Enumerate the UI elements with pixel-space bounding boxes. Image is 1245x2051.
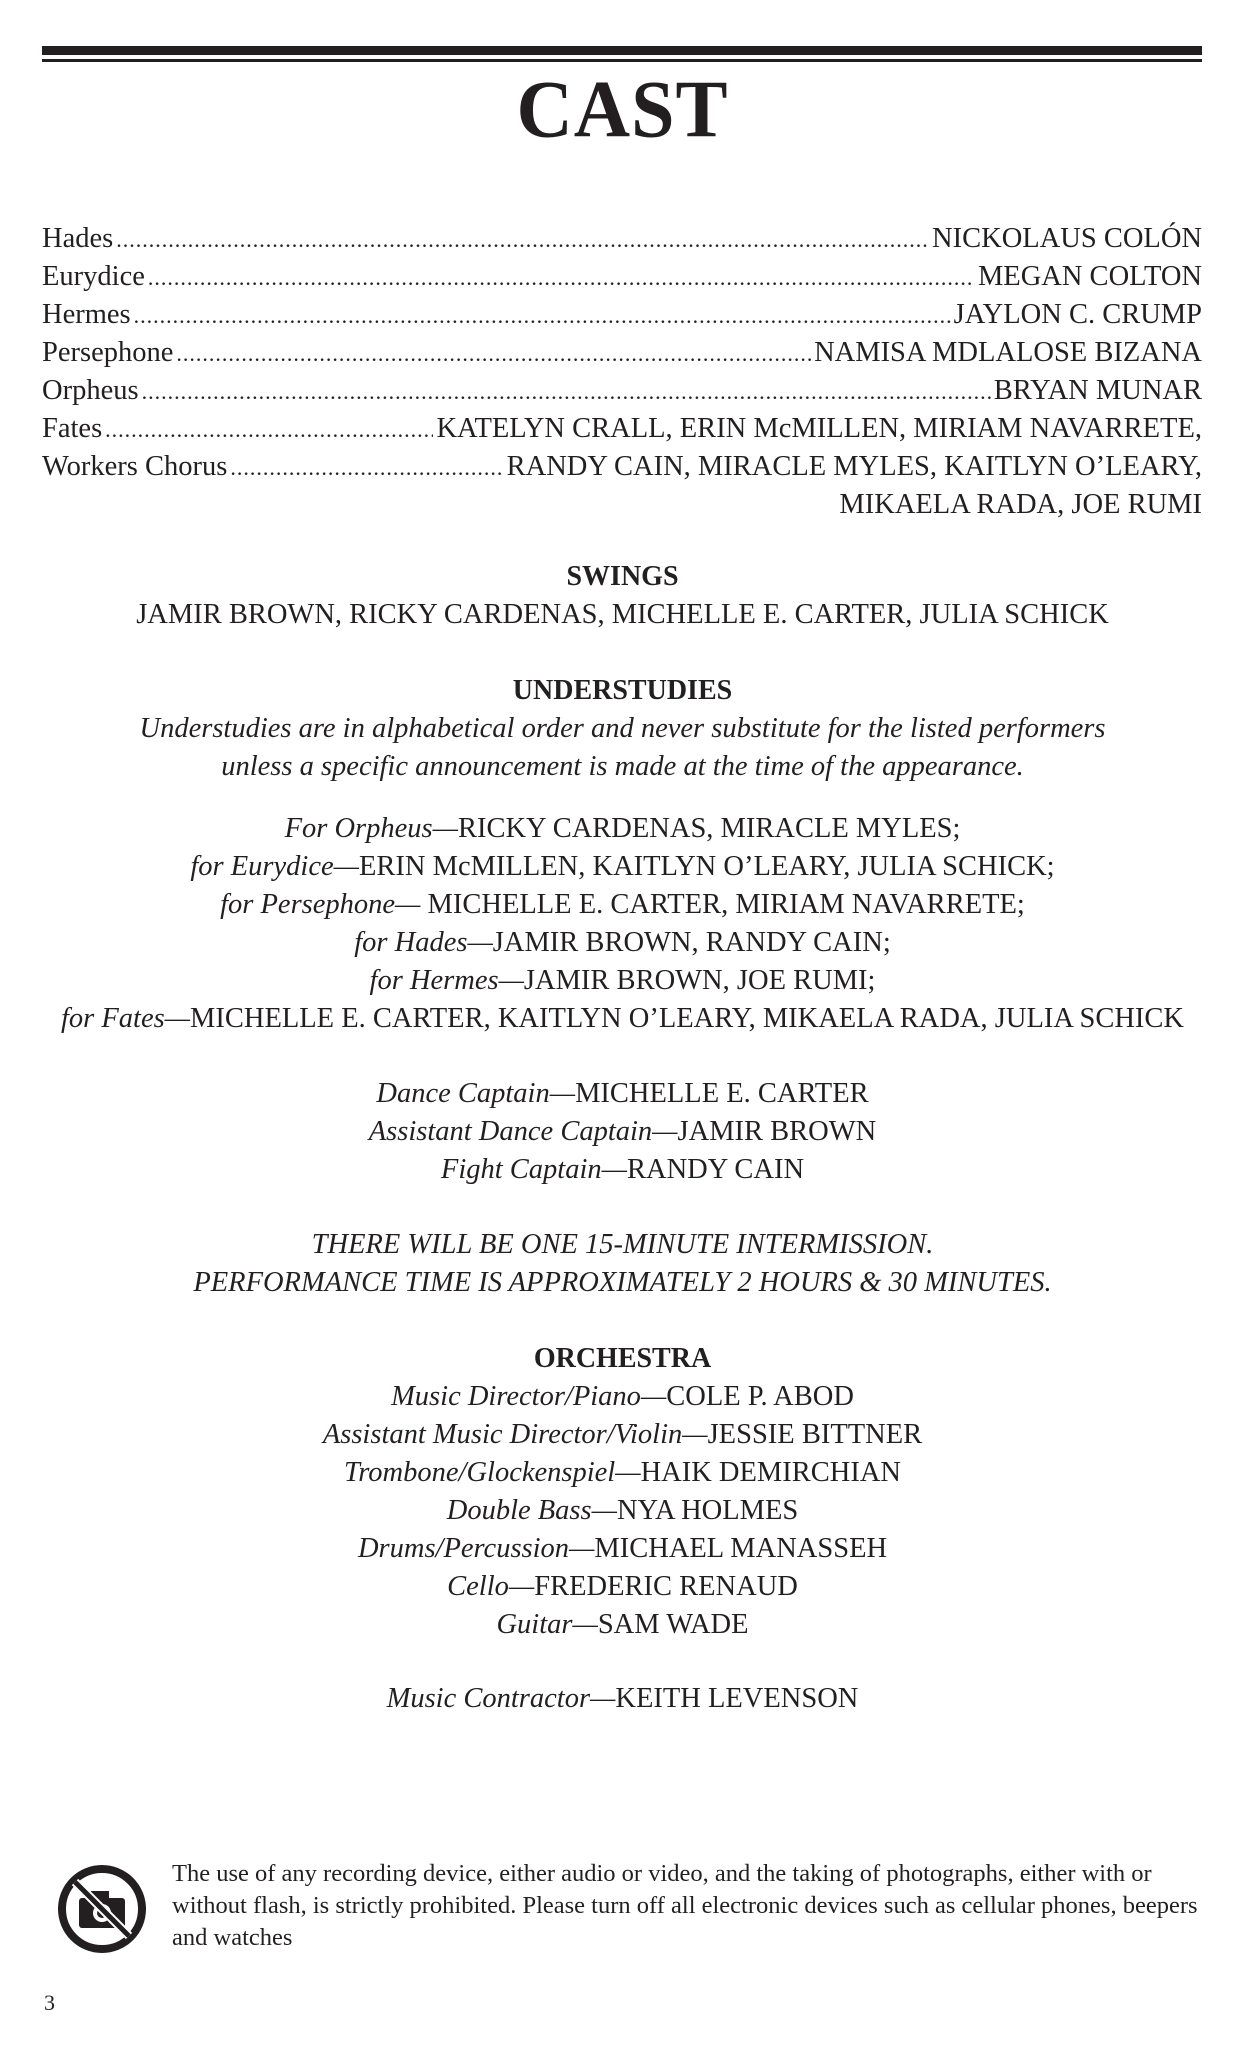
intermission-notice bbox=[30, 1226, 1215, 1302]
cast-name: NICKOLAUS COLÓN bbox=[932, 223, 1202, 254]
cast-row bbox=[42, 448, 1202, 486]
swings-heading: SWINGS bbox=[566, 561, 679, 592]
orchestra-member bbox=[30, 1416, 1215, 1454]
swings-section bbox=[30, 558, 1215, 634]
orchestra-name: MICHAEL MANASSEH bbox=[594, 1533, 888, 1564]
orchestra-role: Cello— bbox=[447, 1571, 535, 1602]
orchestra-role: Guitar— bbox=[496, 1609, 598, 1640]
understudy-entry bbox=[30, 848, 1215, 886]
understudy-names: ERIN McMILLEN, KAITLYN O’LEARY, JULIA SCHICK; bbox=[358, 851, 1055, 882]
cast-name-continuation: MIKAELA RADA, JOE RUMI bbox=[839, 489, 1202, 520]
dot-leader bbox=[105, 411, 433, 449]
cast-name: JAYLON C. CRUMP bbox=[953, 299, 1202, 330]
cast-name: RANDY CAIN, MIRACLE MYLES, KAITLYN O’LEARY, bbox=[506, 451, 1202, 482]
understudy-names: MICHELLE E. CARTER, KAITLYN O’LEARY, MIKAELA RADA, JULIA SCHICK bbox=[190, 1003, 1184, 1034]
cast-list bbox=[42, 220, 1202, 524]
orchestra-role: Assistant Music Director/Violin— bbox=[322, 1419, 708, 1450]
orchestra-role: Trombone/Glockenspiel— bbox=[343, 1457, 641, 1488]
cast-name: MEGAN COLTON bbox=[977, 261, 1202, 292]
understudy-entry bbox=[30, 962, 1215, 1000]
page-title: CAST bbox=[516, 62, 729, 155]
captain-role: Fight Captain— bbox=[440, 1154, 627, 1185]
understudy-role: for Hades— bbox=[354, 927, 493, 958]
cast-role: Fates bbox=[42, 413, 103, 444]
cast-row bbox=[42, 334, 1202, 372]
cast-name: KATELYN CRALL, ERIN McMILLEN, MIRIAM NAVARRETE, bbox=[436, 413, 1202, 444]
orchestra-name: JESSIE BITTNER bbox=[707, 1419, 923, 1450]
understudy-role: for Persephone— bbox=[220, 889, 428, 920]
performance-time-line: PERFORMANCE TIME IS APPROXIMATELY 2 HOURS & 30 MINUTES. bbox=[193, 1267, 1052, 1298]
orchestra-name: SAM WADE bbox=[597, 1609, 749, 1640]
captain-name: RANDY CAIN bbox=[626, 1154, 805, 1185]
orchestra-heading: ORCHESTRA bbox=[533, 1343, 712, 1374]
understudy-entry bbox=[30, 810, 1215, 848]
understudy-names: JAMIR BROWN, JOE RUMI; bbox=[523, 965, 876, 996]
orchestra-name: FREDERIC RENAUD bbox=[534, 1571, 798, 1602]
captains-list bbox=[30, 1075, 1215, 1189]
understudy-entry bbox=[30, 924, 1215, 962]
cast-role: Eurydice bbox=[42, 261, 145, 292]
orchestra-member bbox=[30, 1492, 1215, 1530]
dot-leader bbox=[142, 373, 991, 411]
contractor-name: KEITH LEVENSON bbox=[615, 1683, 859, 1714]
orchestra-role: Drums/Percussion— bbox=[357, 1533, 595, 1564]
captain-role: Assistant Dance Captain— bbox=[368, 1116, 678, 1147]
understudy-role: for Hermes— bbox=[369, 965, 524, 996]
orchestra-member bbox=[30, 1530, 1215, 1568]
captain-entry bbox=[30, 1075, 1215, 1113]
understudy-names: JAMIR BROWN, RANDY CAIN; bbox=[492, 927, 891, 958]
orchestra-member bbox=[30, 1454, 1215, 1492]
cast-row bbox=[42, 258, 1202, 296]
dot-leader bbox=[176, 335, 811, 373]
orchestra-name: NYA HOLMES bbox=[616, 1495, 799, 1526]
no-camera-icon bbox=[55, 1862, 149, 1956]
top-rule-thick bbox=[42, 46, 1202, 55]
dot-leader bbox=[134, 297, 951, 335]
cast-row bbox=[42, 372, 1202, 410]
cast-role: Orpheus bbox=[42, 375, 139, 406]
contractor-role: Music Contractor— bbox=[386, 1683, 616, 1714]
contractor-entry bbox=[30, 1680, 1215, 1718]
cast-role: Persephone bbox=[42, 337, 174, 368]
understudy-names: RICKY CARDENAS, MIRACLE MYLES; bbox=[457, 813, 961, 844]
captain-entry bbox=[30, 1113, 1215, 1151]
captain-name: JAMIR BROWN bbox=[677, 1116, 877, 1147]
orchestra-role: Music Director/Piano— bbox=[391, 1381, 667, 1412]
orchestra-section bbox=[30, 1340, 1215, 1644]
cast-row bbox=[42, 296, 1202, 334]
orchestra-member bbox=[30, 1606, 1215, 1644]
understudy-names: MICHELLE E. CARTER, MIRIAM NAVARRETE; bbox=[427, 889, 1025, 920]
orchestra-name: COLE P. ABOD bbox=[666, 1381, 854, 1412]
dot-leader bbox=[148, 259, 975, 297]
orchestra-role: Double Bass— bbox=[446, 1495, 617, 1526]
orchestra-member bbox=[30, 1568, 1215, 1606]
captain-entry bbox=[30, 1151, 1215, 1189]
understudy-role: for Eurydice— bbox=[190, 851, 359, 882]
understudy-entry bbox=[30, 886, 1215, 924]
cast-row bbox=[42, 220, 1202, 258]
cast-row bbox=[42, 410, 1202, 448]
understudies-note: unless a specific announcement is made at the time of the appearance. bbox=[221, 751, 1024, 782]
dot-leader bbox=[116, 221, 929, 259]
captain-role: Dance Captain— bbox=[376, 1078, 576, 1109]
understudies-note: Understudies are in alphabetical order and never substitute for the listed performers bbox=[139, 713, 1106, 744]
understudies-heading: UNDERSTUDIES bbox=[512, 675, 733, 706]
understudy-list bbox=[30, 810, 1215, 1038]
understudies-section bbox=[30, 672, 1215, 786]
cast-name: NAMISA MDLALOSE BIZANA bbox=[814, 337, 1202, 368]
cast-name: BRYAN MUNAR bbox=[993, 375, 1202, 406]
understudy-role: For Orpheus— bbox=[284, 813, 458, 844]
captain-name: MICHELLE E. CARTER bbox=[575, 1078, 869, 1109]
understudy-role: for Fates— bbox=[60, 1003, 191, 1034]
orchestra-name: HAIK DEMIRCHIAN bbox=[640, 1457, 902, 1488]
cast-role: Workers Chorus bbox=[42, 451, 228, 482]
cast-role: Hermes bbox=[42, 299, 131, 330]
page-number: 3 bbox=[44, 1990, 55, 2015]
recording-notice: The use of any recording device, either audio or video, and the taking of photographs, either with or without flash, is strictly prohibited. Please turn off all electronic devices such as cellular phones, beepers and watches bbox=[172, 1860, 1198, 1951]
understudy-entry bbox=[30, 1000, 1215, 1038]
swings-names: JAMIR BROWN, RICKY CARDENAS, MICHELLE E. CARTER, JULIA SCHICK bbox=[136, 599, 1109, 630]
orchestra-member bbox=[30, 1378, 1215, 1416]
intermission-line: THERE WILL BE ONE 15-MINUTE INTERMISSION. bbox=[311, 1229, 934, 1260]
cast-role: Hades bbox=[42, 223, 114, 254]
music-contractor bbox=[30, 1680, 1215, 1718]
dot-leader bbox=[230, 449, 503, 487]
